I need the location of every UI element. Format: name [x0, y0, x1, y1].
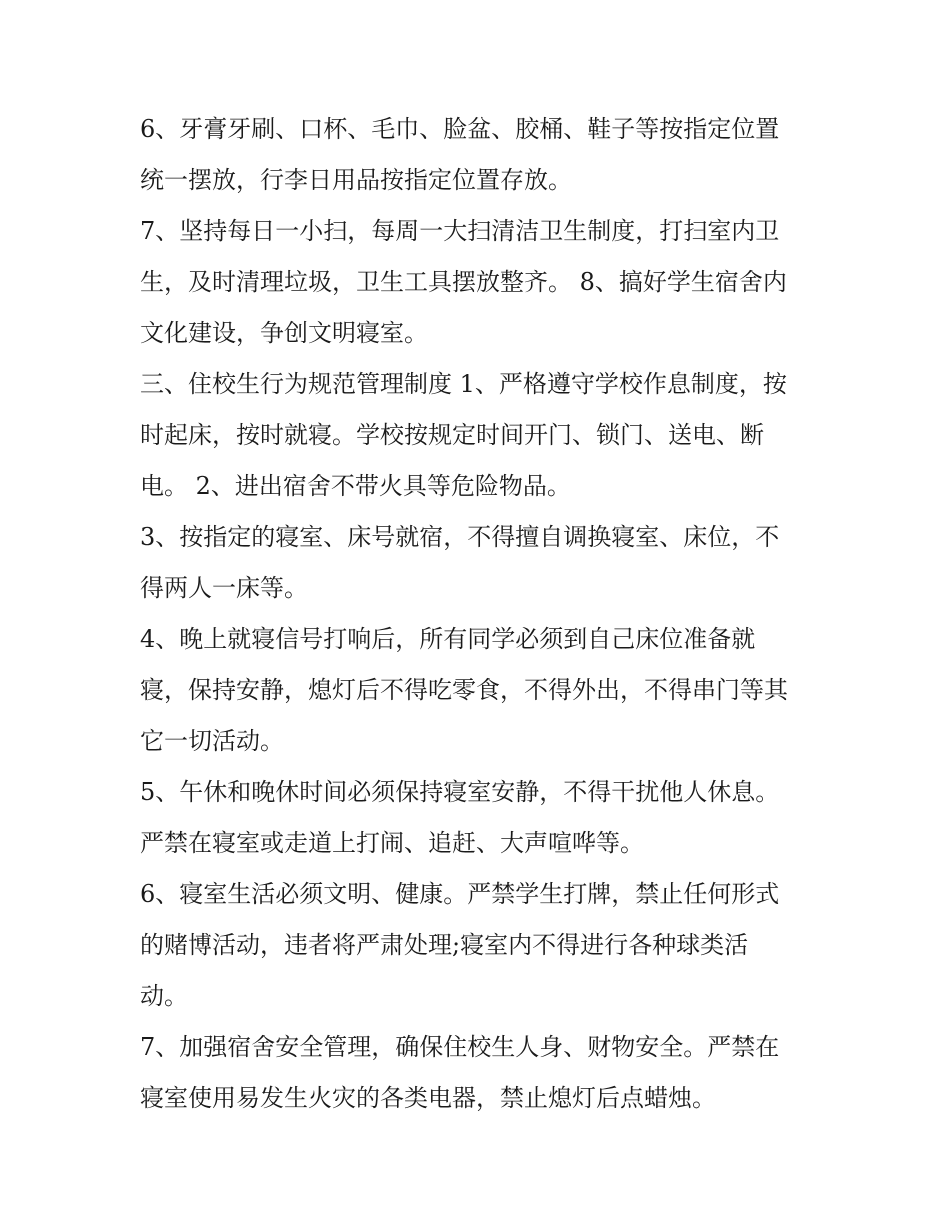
text-line: 的赌博活动，违者将严肃处理;寝室内不得进行各种球类活 — [140, 931, 749, 959]
text-line: 严禁在寝室或走道上打闹、追赶、大声喧哗等。 — [140, 829, 644, 857]
text-line: 得两人一床等。 — [140, 574, 308, 602]
paragraph-item-5-quiet-hours — [140, 767, 820, 869]
text-line: 时起床，按时就寝。学校按规定时间开门、锁门、送电、断 — [140, 421, 764, 449]
text-line: 生，及时清理垃圾，卫生工具摆放整齐。 8、搞好学生宿舍内 — [140, 268, 787, 296]
text-line: 7、加强宿舍安全管理，确保住校生人身、财物安全。严禁在 — [140, 1033, 780, 1061]
text-line: 它一切活动。 — [140, 727, 284, 755]
text-line: 3、按指定的寝室、床号就宿，不得擅自调换寝室、床位，不 — [140, 523, 780, 551]
text-line: 统一摆放，行李日用品按指定位置存放。 — [140, 166, 572, 194]
text-line: 动。 — [140, 982, 188, 1010]
text-line: 文化建设，争创文明寝室。 — [140, 319, 428, 347]
text-line: 三、住校生行为规范管理制度 1、严格遵守学校作息制度，按 — [140, 370, 787, 398]
document-body — [140, 104, 820, 1124]
text-line: 电。 2、进出宿舍不带火具等危险物品。 — [140, 472, 571, 500]
paragraph-section-3-behavior — [140, 359, 820, 512]
text-line: 寝，保持安静，熄灯后不得吃零食，不得外出，不得串门等其 — [140, 676, 788, 704]
paragraph-item-7-safety — [140, 1022, 820, 1124]
text-line: 4、晚上就寝信号打响后，所有同学必须到自己床位准备就 — [140, 625, 756, 653]
text-line: 7、坚持每日一小扫，每周一大扫清洁卫生制度，打扫室内卫 — [140, 217, 780, 245]
text-line: 6、寝室生活必须文明、健康。严禁学生打牌，禁止任何形式 — [140, 880, 780, 908]
paragraph-item-6-dorm-life — [140, 869, 820, 1022]
text-line: 寝室使用易发生火灾的各类电器，禁止熄灯后点蜡烛。 — [140, 1084, 716, 1112]
text-line: 5、午休和晚休时间必须保持寝室安静，不得干扰他人休息。 — [140, 778, 780, 806]
text-line: 6、牙膏牙刷、口杯、毛巾、脸盆、胶桶、鞋子等按指定位置 — [140, 115, 780, 143]
paragraph-item-6-placement — [140, 104, 820, 206]
paragraph-item-4-bedtime — [140, 614, 820, 767]
paragraph-item-3-bed-assignment — [140, 512, 820, 614]
paragraph-item-7-cleaning — [140, 206, 820, 359]
